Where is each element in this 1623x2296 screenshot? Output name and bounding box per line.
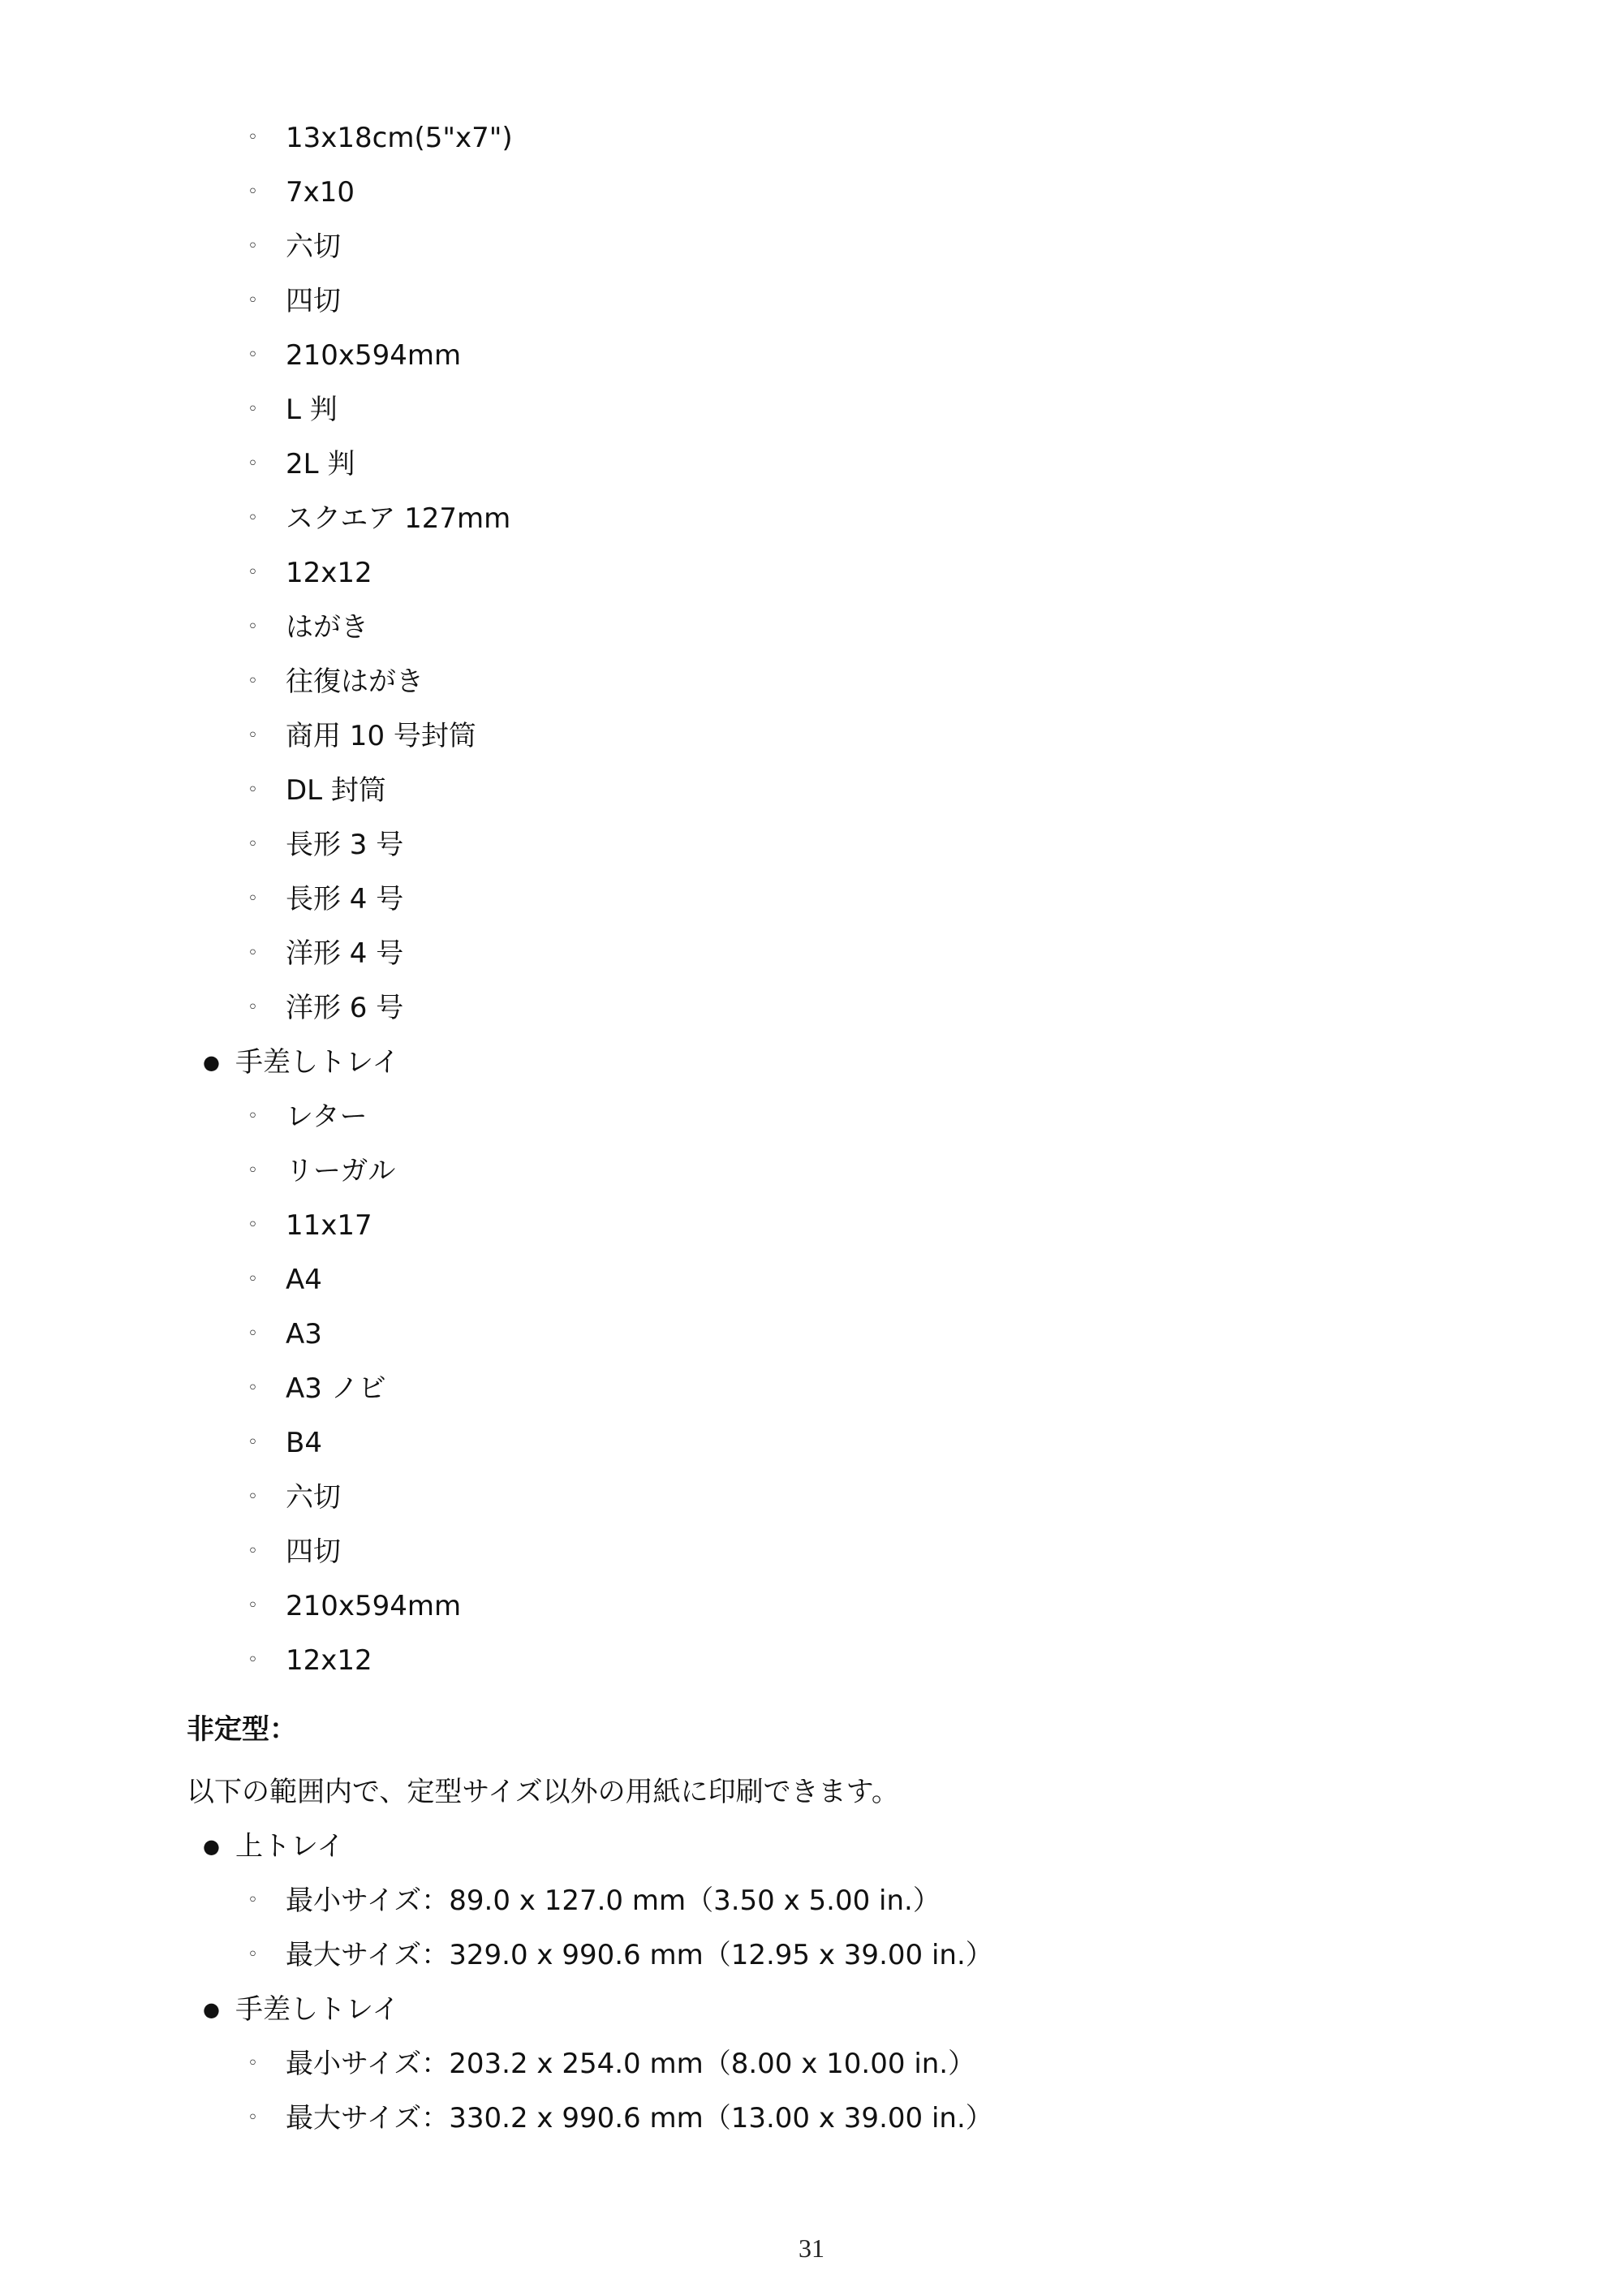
list-item-text: 13x18cm(5"x7") [286,122,513,154]
sub-bullet-marker: ◦ [248,671,258,691]
list-item-text: レター [286,1101,368,1133]
list-item-text: 長形 3 号 [286,829,404,861]
list-item-text: DL 封筒 [286,774,386,807]
list-item-text: 六切 [286,230,341,263]
list-item-text: 手差しトレイ [235,1046,400,1079]
list-item-text: 最小サイズ：89.0 x 127.0 mm（3.50 x 5.00 in.） [286,1885,941,1917]
bullet-marker: ● [203,1835,220,1858]
list-item-text: 手差しトレイ [235,1993,400,2026]
list-item-text: スクエア 127mm [286,502,511,535]
list-item-text: 最小サイズ：203.2 x 254.0 mm（8.00 x 10.00 in.） [286,2048,976,2080]
list-item-text: 11x17 [286,1209,372,1242]
sub-bullet-marker: ◦ [248,1487,258,1507]
sub-bullet-marker: ◦ [248,889,258,909]
list-item-text: 210x594mm [286,1590,462,1622]
list-item-text: 最大サイズ：330.2 x 990.6 mm（13.00 x 39.00 in.） [286,2102,993,2134]
list-item-text: A4 [286,1264,322,1296]
list-item-text: 12x12 [286,1644,372,1677]
list-item-text: L 判 [286,394,338,426]
bullet-marker: ● [203,1051,220,1074]
sub-bullet-marker: ◦ [248,236,258,256]
list-item-text: リーガル [286,1155,396,1187]
list-item-text: A3 [286,1318,322,1350]
sub-bullet-marker: ◦ [248,454,258,474]
sub-bullet-marker: ◦ [248,1596,258,1616]
sub-bullet-marker: ◦ [248,182,258,202]
list-item-text: 洋形 4 号 [286,937,404,970]
list-item-text: 最大サイズ：329.0 x 990.6 mm（12.95 x 39.00 in.） [286,1939,993,1971]
sub-bullet-marker: ◦ [248,780,258,800]
sub-bullet-marker: ◦ [248,2053,258,2074]
sub-bullet-marker: ◦ [248,617,258,637]
sub-bullet-marker: ◦ [248,943,258,963]
sub-bullet-marker: ◦ [248,997,258,1018]
sub-bullet-marker: ◦ [248,1161,258,1181]
sub-bullet-marker: ◦ [248,1106,258,1126]
sub-bullet-marker: ◦ [248,127,258,148]
sub-bullet-marker: ◦ [248,345,258,365]
list-item-text: 7x10 [286,176,355,209]
sub-bullet-marker: ◦ [248,1215,258,1235]
list-item-text: はがき [286,611,368,644]
page-number: 31 [799,2234,824,2263]
sub-bullet-marker: ◦ [248,834,258,855]
list-item-text: 12x12 [286,557,372,589]
sub-bullet-marker: ◦ [248,562,258,583]
sub-bullet-marker: ◦ [248,1432,258,1453]
sub-bullet-marker: ◦ [248,291,258,311]
sub-bullet-marker: ◦ [248,1378,258,1398]
section-heading: 非定型： [187,1713,297,1746]
list-item-text: 洋形 6 号 [286,992,404,1024]
list-item-text: 往復はがき [286,666,424,698]
list-item-text: 六切 [286,1481,341,1514]
sub-bullet-marker: ◦ [248,1269,258,1290]
list-item-text: B4 [286,1427,322,1459]
list-item-text: 四切 [286,1536,341,1568]
sub-bullet-marker: ◦ [248,1945,258,1965]
list-item-text: 長形 4 号 [286,883,404,915]
section-description: 以下の範囲内で、定型サイズ以外の用紙に印刷できます。 [187,1776,899,1808]
list-item-text: 四切 [286,285,341,317]
list-item-text: 210x594mm [286,339,462,372]
sub-bullet-marker: ◦ [248,2108,258,2128]
sub-bullet-marker: ◦ [248,399,258,420]
sub-bullet-marker: ◦ [248,1541,258,1562]
list-item-text: A3 ノビ [286,1372,386,1405]
sub-bullet-marker: ◦ [248,1324,258,1344]
sub-bullet-marker: ◦ [248,508,258,528]
sub-bullet-marker: ◦ [248,726,258,746]
sub-bullet-marker: ◦ [248,1650,258,1670]
list-item-text: 商用 10 号封筒 [286,720,476,752]
sub-bullet-marker: ◦ [248,1890,258,1910]
list-item-text: 上トレイ [235,1830,345,1863]
list-item-text: 2L 判 [286,448,355,480]
bullet-marker: ● [203,1998,220,2021]
